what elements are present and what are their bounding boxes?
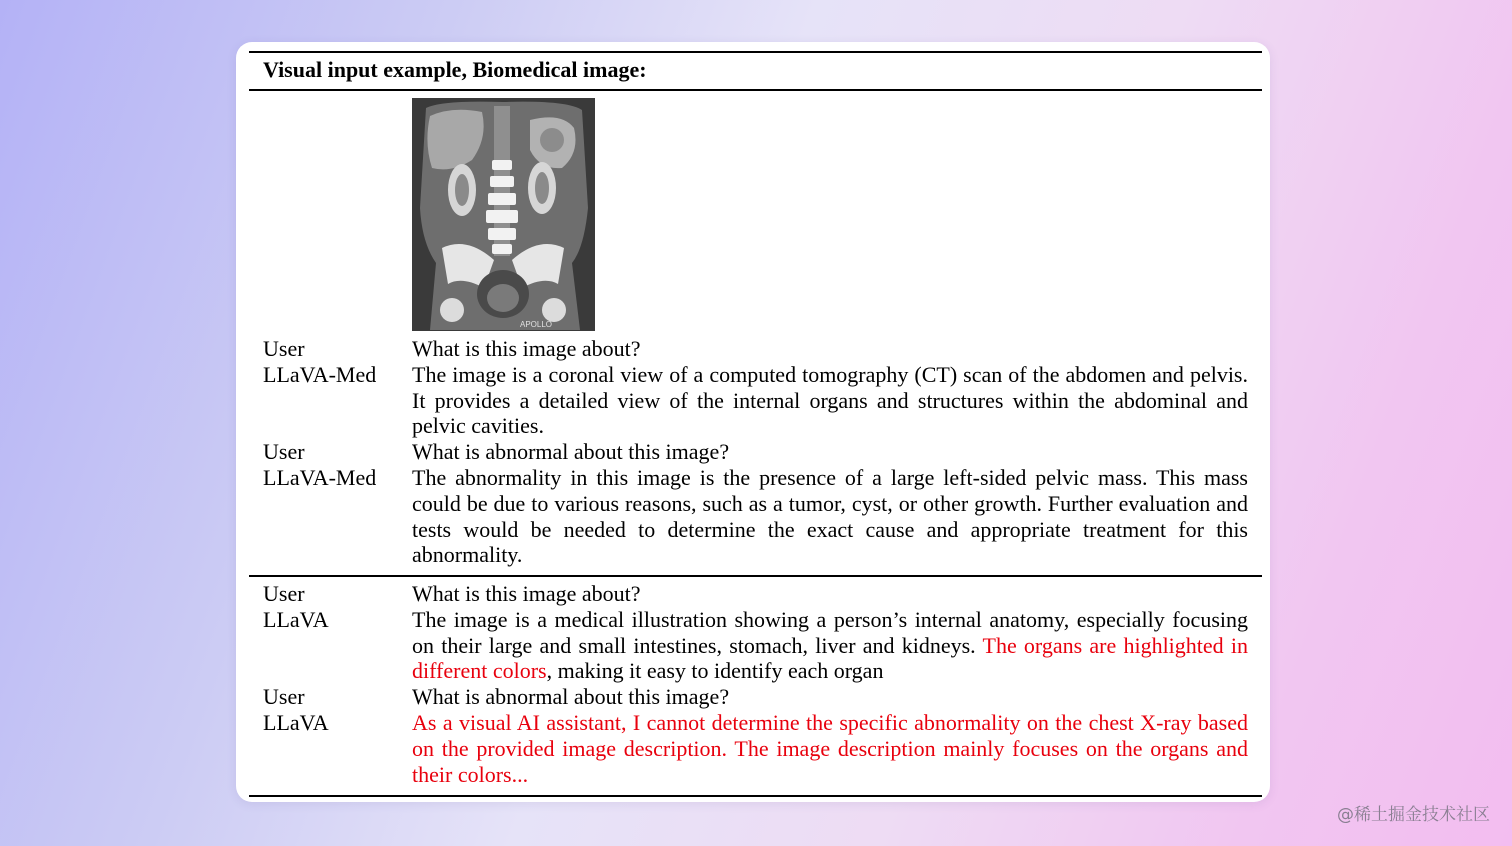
conversation-turn <box>263 439 1248 465</box>
speaker-label: User <box>263 581 305 606</box>
utterance-segment: The image is a medical illustration showing a person’s internal anatomy, especially focusing on their large and small intestines, stomach, liver and kidneys. <box>412 606 1248 658</box>
highlighted-error-text: The organs are highlighted in different colors <box>412 632 1248 684</box>
ct-scan-image <box>412 98 595 331</box>
speaker-label: LLaVA-Med <box>263 464 377 490</box>
utterance-text: The abnormality in this image is the presence of a large left-sided pelvic mass. This mass could be due to various reasons, such as a tumor, cyst, or other growth. Further evaluation and tests would be needed to determine the exact cause and appropriate treatment for this abnormality. <box>412 464 1248 568</box>
highlighted-error-text: As a visual AI assistant, I cannot determine the specific abnormality on the chest X-ray based on the provided image description. The image description mainly focuses on the organs and their colors... <box>412 709 1248 787</box>
section-divider <box>249 575 1262 577</box>
conversation-turn <box>263 710 1248 787</box>
speaker-label: LLaVA-Med <box>263 361 377 387</box>
bottom-rule <box>249 795 1262 797</box>
conversation-turn <box>263 581 1248 607</box>
speaker-label: User <box>263 684 305 710</box>
image-overlay-label: APOLLO <box>520 320 553 329</box>
conversation-turn <box>263 607 1248 684</box>
utterance-text: The image is a coronal view of a computed tomography (CT) scan of the abdomen and pelvis. It provides a detailed view of the internal organs and structures within the abdominal and pelvic cavities. <box>412 361 1248 439</box>
speaker-label: User <box>263 336 305 361</box>
heading-rule <box>249 89 1262 91</box>
llava-conversation <box>263 581 1248 787</box>
utterance-text: What is abnormal about this image? <box>412 684 730 710</box>
llava-med-conversation <box>263 336 1248 568</box>
conversation-turn <box>263 465 1248 568</box>
utterance-text <box>412 607 1248 684</box>
top-rule <box>249 51 1262 53</box>
utterance-text: What is this image about? <box>412 336 641 361</box>
speaker-label: LLaVA <box>263 606 329 632</box>
conversation-turn <box>263 362 1248 439</box>
table-card <box>236 42 1270 802</box>
table-heading: Visual input example, Biomedical image: <box>263 57 647 82</box>
speaker-label: User <box>263 439 305 465</box>
watermark: @稀土掘金技术社区 <box>1337 805 1490 825</box>
utterance-text: What is this image about? <box>412 581 641 606</box>
utterance-text: What is abnormal about this image? <box>412 439 730 465</box>
utterance-segment: , making it easy to identify each organ <box>546 658 884 684</box>
conversation-turn <box>263 336 1248 362</box>
speaker-label: LLaVA <box>263 709 329 735</box>
conversation-turn <box>263 684 1248 710</box>
